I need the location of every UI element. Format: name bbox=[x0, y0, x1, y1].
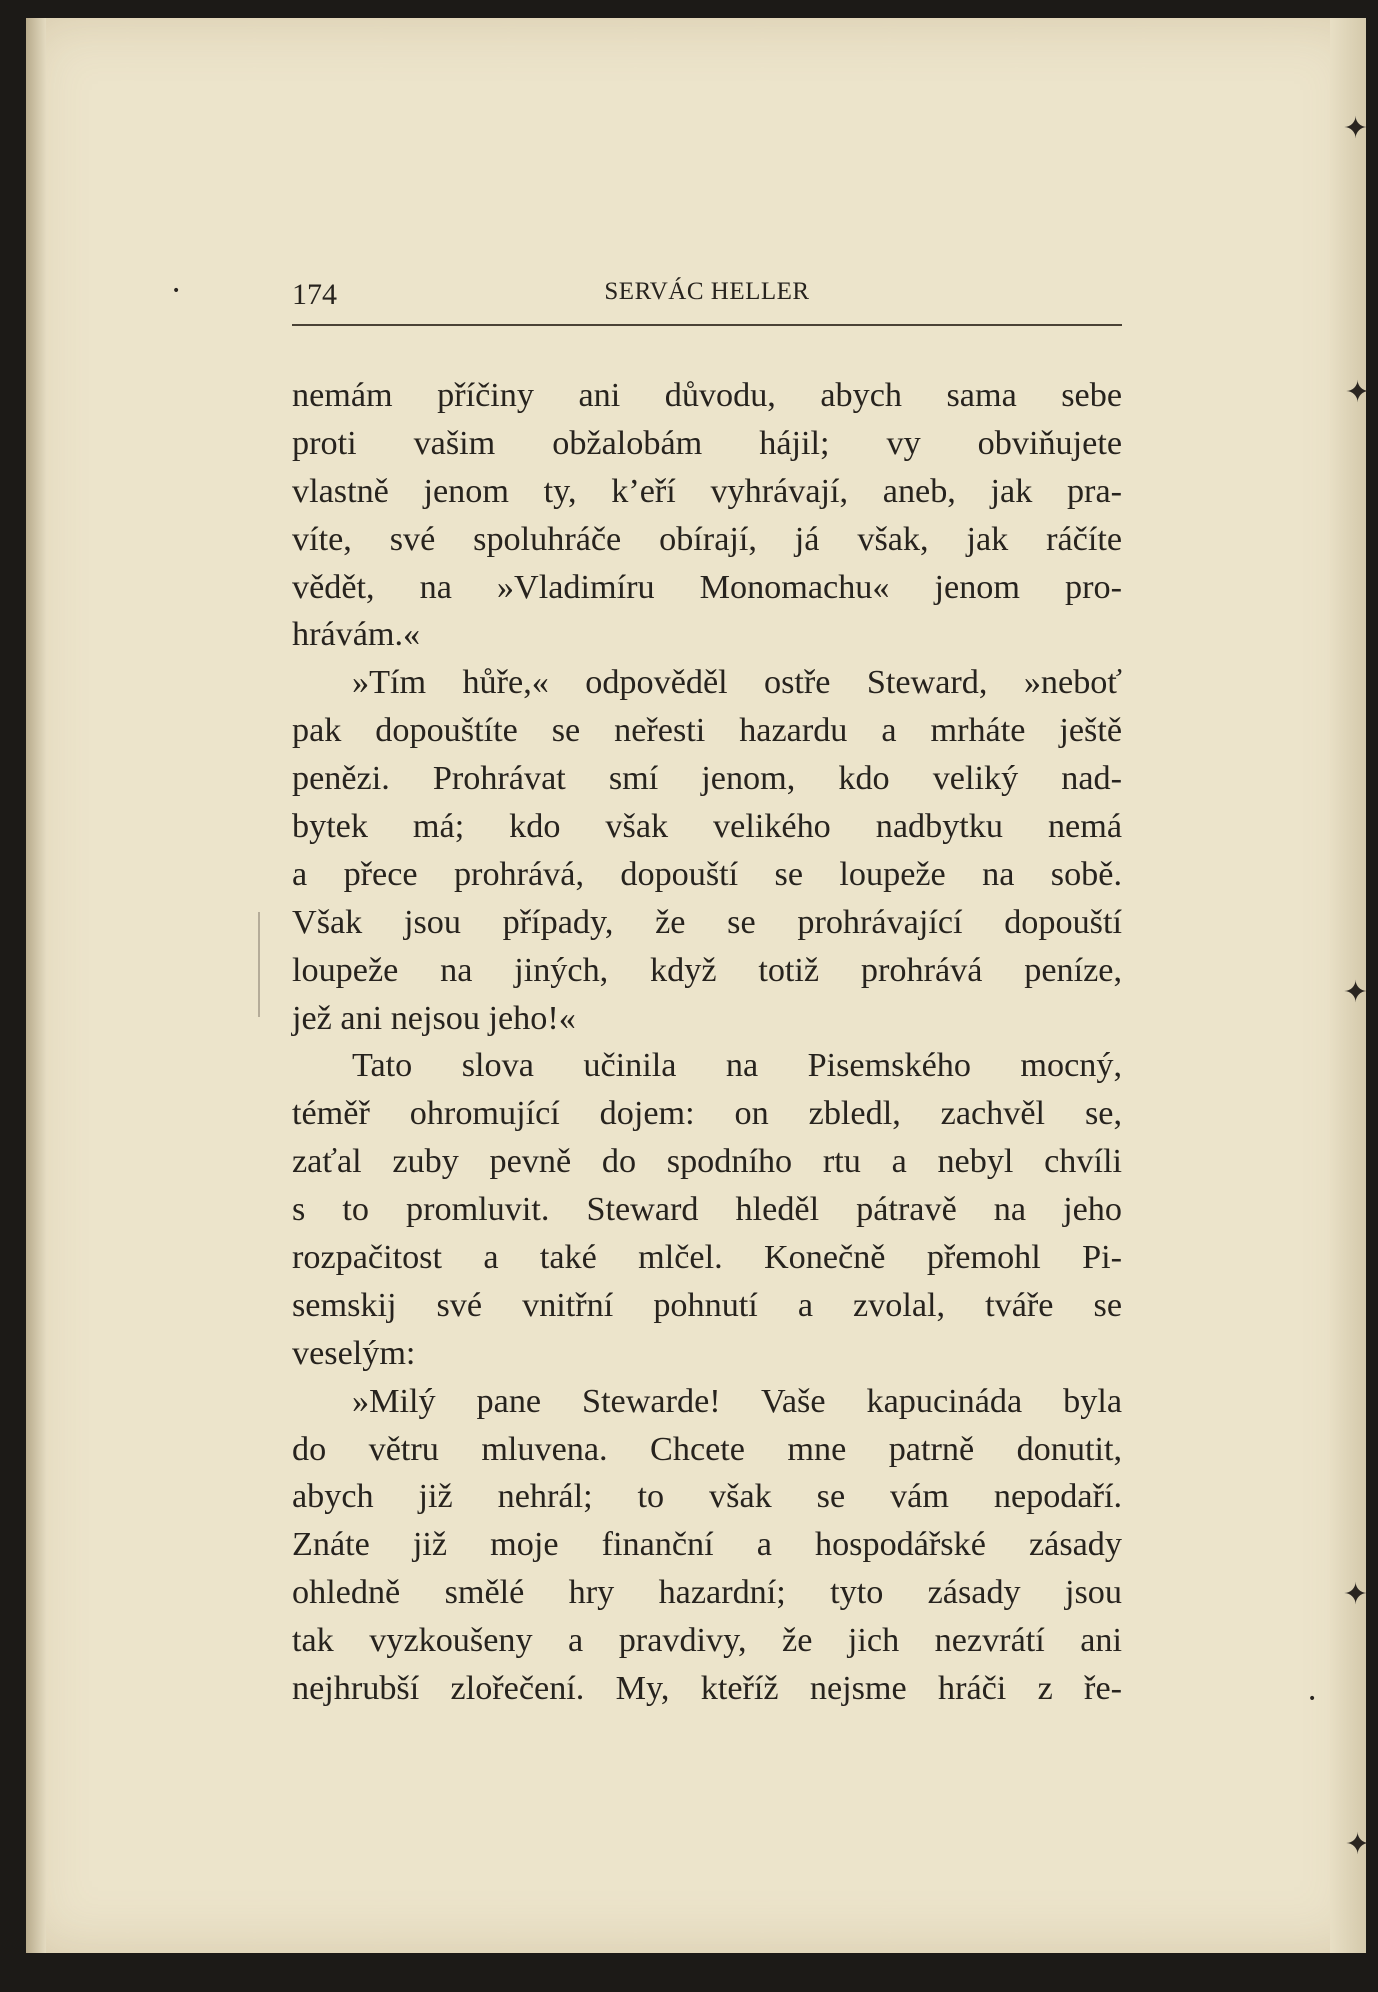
text-line: loupeže na jiných, když totiž prohrává peníze, bbox=[292, 951, 1122, 989]
text-line: a přece prohrává, dopouští se loupeže na sobě. bbox=[292, 855, 1122, 893]
margin-pencil-mark bbox=[258, 912, 260, 1017]
text-line: pak dopouštíte se neřesti hazardu a mrháte ještě bbox=[292, 712, 1122, 750]
edge-dot-icon: • bbox=[1308, 1691, 1317, 1707]
text-line: bytek má; kdo však velikého nadbytku nemá bbox=[292, 808, 1122, 846]
text-line: rozpačitost a také mlčel. Konečně přemohl Pi- bbox=[292, 1239, 1122, 1277]
edge-mark-icon: ✦ bbox=[1343, 975, 1369, 1010]
page-header bbox=[292, 272, 1122, 322]
body-text bbox=[292, 372, 1122, 1713]
edge-mark-icon: ✦ bbox=[1345, 1827, 1371, 1862]
text-line: tak vyzkoušeny a pravdivy, že jich nezvrátí ani bbox=[292, 1622, 1122, 1660]
edge-dot-icon: • bbox=[172, 283, 181, 299]
text-line: hrávám.« bbox=[292, 616, 421, 654]
text-line: ohledně smělé hry hazardní; tyto zásady jsou bbox=[292, 1574, 1122, 1612]
running-title: SERVÁC HELLER bbox=[604, 278, 810, 305]
header-rule bbox=[292, 324, 1122, 326]
text-line: »Milý pane Stewarde! Vaše kapucináda byla bbox=[352, 1382, 1122, 1420]
text-line: nejhrubší zlořečení. My, kteříž nejsme hráči z ře- bbox=[292, 1670, 1122, 1708]
text-line: penězi. Prohrávat smí jenom, kdo veliký nad- bbox=[292, 760, 1122, 798]
edge-mark-icon: ✦ bbox=[1343, 111, 1369, 146]
edge-mark-icon: ✦ bbox=[1345, 375, 1371, 410]
text-line: veselým: bbox=[292, 1334, 416, 1372]
text-line: téměř ohromující dojem: on zbledl, zachvěl se, bbox=[292, 1095, 1122, 1133]
text-line: abych již nehrál; to však se vám nepodaří. bbox=[292, 1478, 1122, 1516]
page-number: 174 bbox=[292, 278, 337, 311]
text-line: semskij své vnitřní pohnutí a zvolal, tváře se bbox=[292, 1286, 1122, 1324]
text-line: Však jsou případy, že se prohrávající dopouští bbox=[292, 903, 1122, 941]
text-line: Tato slova učinila na Pisemského mocný, bbox=[352, 1047, 1122, 1085]
text-line: Znáte již moje finanční a hospodářské zásady bbox=[292, 1526, 1122, 1564]
page-spine bbox=[26, 18, 46, 1953]
text-line: vědět, na »Vladimíru Monomachu« jenom pro- bbox=[292, 568, 1122, 606]
text-line: nemám příčiny ani důvodu, abych sama sebe bbox=[292, 377, 1122, 414]
text-line: proti vašim obžalobám hájil; vy obviňujete bbox=[292, 424, 1122, 462]
text-line: »Tím hůře,« odpověděl ostře Steward, »neboť bbox=[352, 664, 1122, 702]
text-line: do větru mluvena. Chcete mne patrně donutit, bbox=[292, 1430, 1122, 1468]
text-line: zaťal zuby pevně do spodního rtu a nebyl chvíli bbox=[292, 1143, 1122, 1181]
text-line: vlastně jenom ty, k’eří vyhrávají, aneb, jak pra- bbox=[292, 472, 1122, 510]
edge-mark-icon: ✦ bbox=[1343, 1577, 1369, 1612]
text-line: s to promluvit. Steward hleděl pátravě na jeho bbox=[292, 1191, 1122, 1229]
text-line: jež ani nejsou jeho!« bbox=[292, 999, 576, 1037]
text-line: víte, své spoluhráče obírají, já však, jak ráčíte bbox=[292, 520, 1122, 558]
